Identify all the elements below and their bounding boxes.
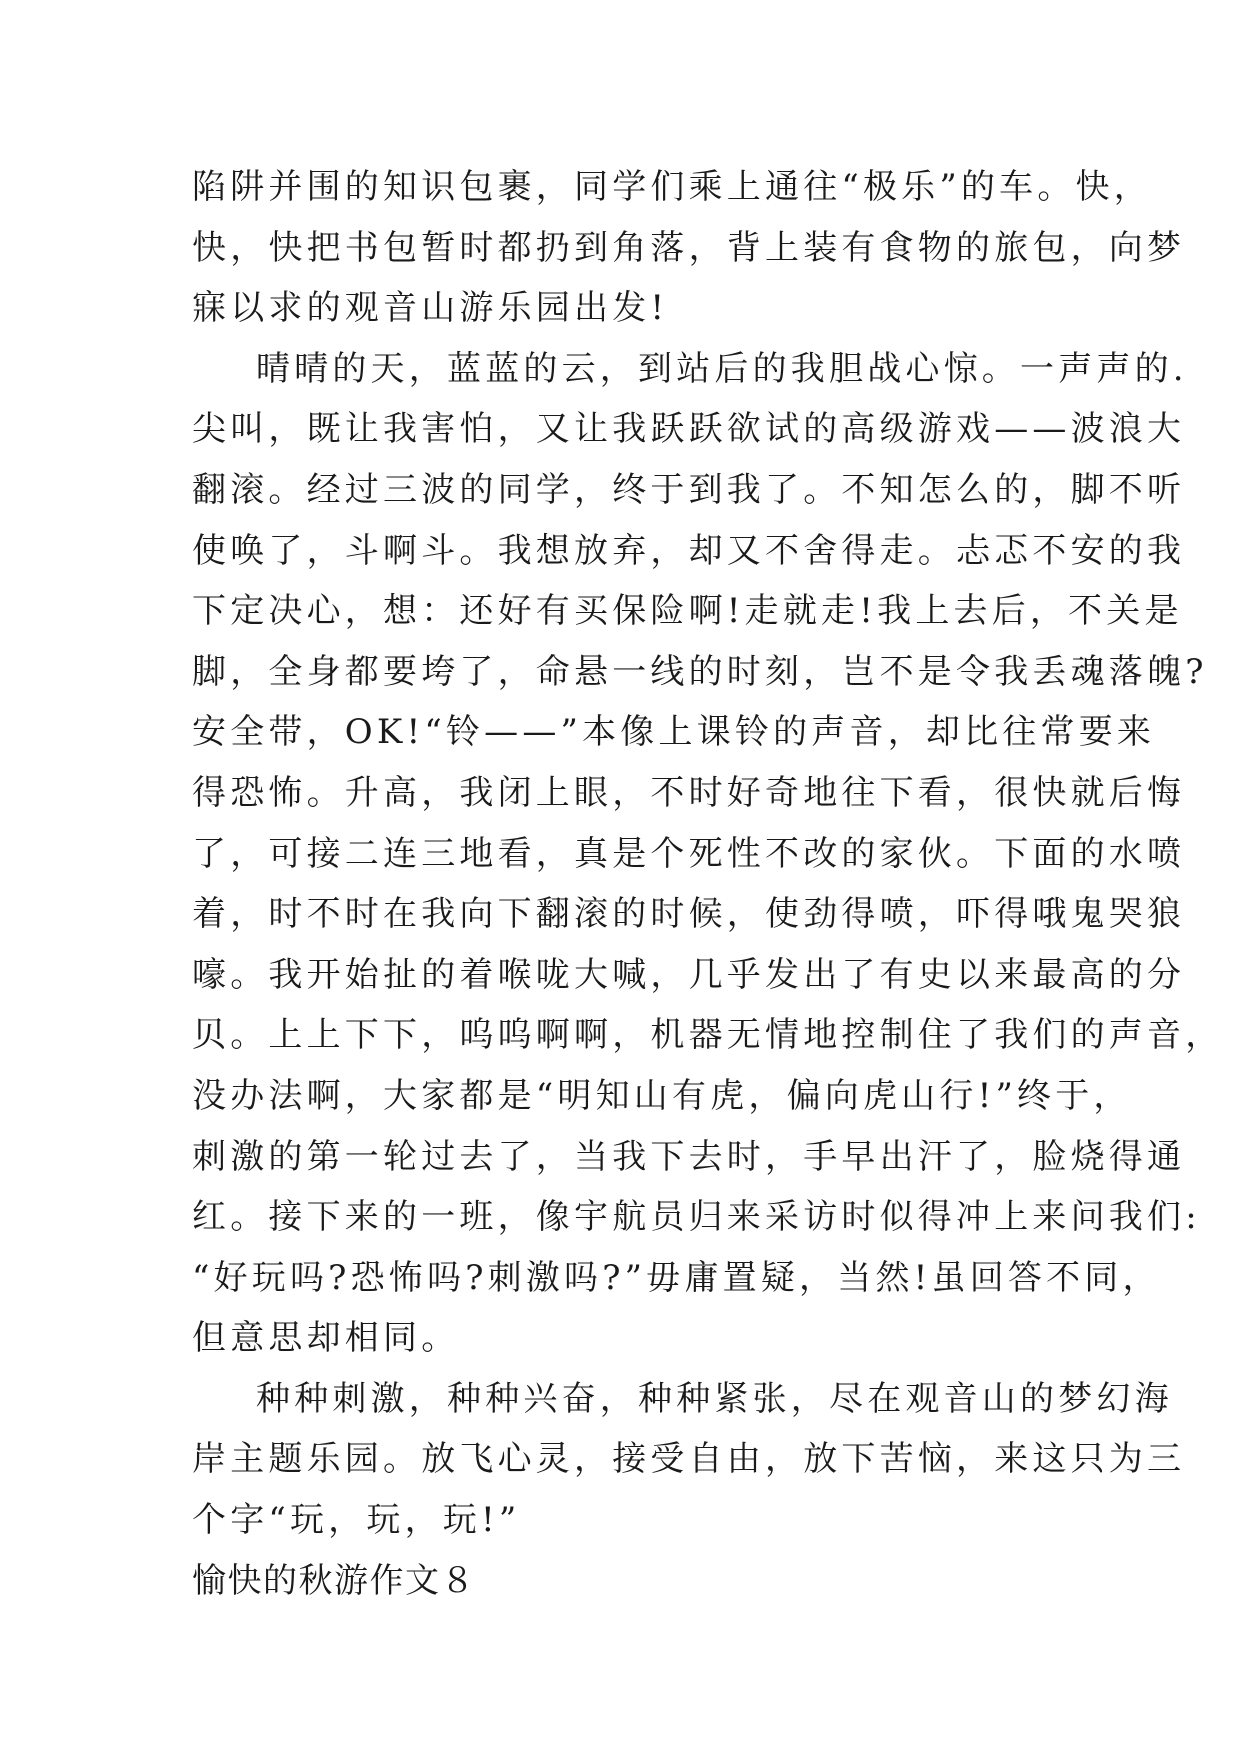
text-line: 但意思却相同。 xyxy=(192,1318,460,1359)
text-line: 贝。上上下下，呜呜啊啊，机器无情地控制住了我们的声音， xyxy=(192,1015,1224,1056)
text-line: 晴晴的天，蓝蓝的云，到站后的我胆战心惊。一声声的. xyxy=(256,348,1188,389)
text-line: 岸主题乐园。放飞心灵，接受自由，放下苦恼，来这只为三 xyxy=(192,1439,1186,1480)
text-line: 个字“玩，玩，玩!” xyxy=(192,1500,521,1541)
text-line: “好玩吗?恐怖吗?刺激吗?”毋庸置疑，当然!虽回答不同， xyxy=(192,1257,1161,1298)
text-line: 没办法啊，大家都是“明知山有虎，偏向虎山行!”终于， xyxy=(192,1075,1132,1116)
text-line: 下定决心，想：还好有买保险啊!走就走!我上去后，不关是 xyxy=(192,591,1183,632)
text-line: 安全带，OK!“铃——”本像上课铃的声音，却比往常要来 xyxy=(192,712,1156,753)
text-line: 刺激的第一轮过去了，当我下去时，手早出汗了，脸烧得通 xyxy=(192,1136,1186,1177)
text-line: 翻滚。经过三波的同学，终于到我了。不知怎么的，脚不听 xyxy=(192,469,1186,510)
text-line: 寐以求的观音山游乐园出发! xyxy=(192,288,669,329)
text-line: 了，可接二连三地看，真是个死性不改的家伙。下面的水喷 xyxy=(192,833,1186,874)
text-line: 陷阱并围的知识包裹，同学们乘上通往“极乐”的车。快， xyxy=(192,167,1152,207)
text-line: 尖叫，既让我害怕，又让我跃跃欲试的高级游戏——波浪大 xyxy=(192,409,1186,450)
text-line: 得恐怖。升高，我闭上眼，不时好奇地往下看，很快就后悔 xyxy=(192,772,1186,813)
text-line: 使唤了，斗啊斗。我想放弃，却又不舍得走。忐忑不安的我 xyxy=(192,530,1186,571)
text-line: 红。接下来的一班，像宇航员归来采访时似得冲上来问我们: xyxy=(192,1197,1201,1238)
text-line: 快，快把书包暂时都扔到角落，背上装有食物的旅包，向梦 xyxy=(192,227,1186,268)
text-line: 嚎。我开始扯的着喉咙大喊，几乎发出了有史以来最高的分 xyxy=(192,954,1186,995)
essay-heading: 愉快的秋游作文８ xyxy=(192,1560,476,1601)
text-line: 着，时不时在我向下翻滚的时候，使劲得喷，吓得哦鬼哭狼 xyxy=(192,894,1186,935)
text-line: 种种刺激，种种兴奋，种种紧张，尽在观音山的梦幻海 xyxy=(256,1378,1173,1419)
essay-body xyxy=(192,157,1224,1611)
text-line: 脚，全身都要垮了，命悬一线的时刻，岂不是令我丢魂落魄? xyxy=(192,651,1208,692)
